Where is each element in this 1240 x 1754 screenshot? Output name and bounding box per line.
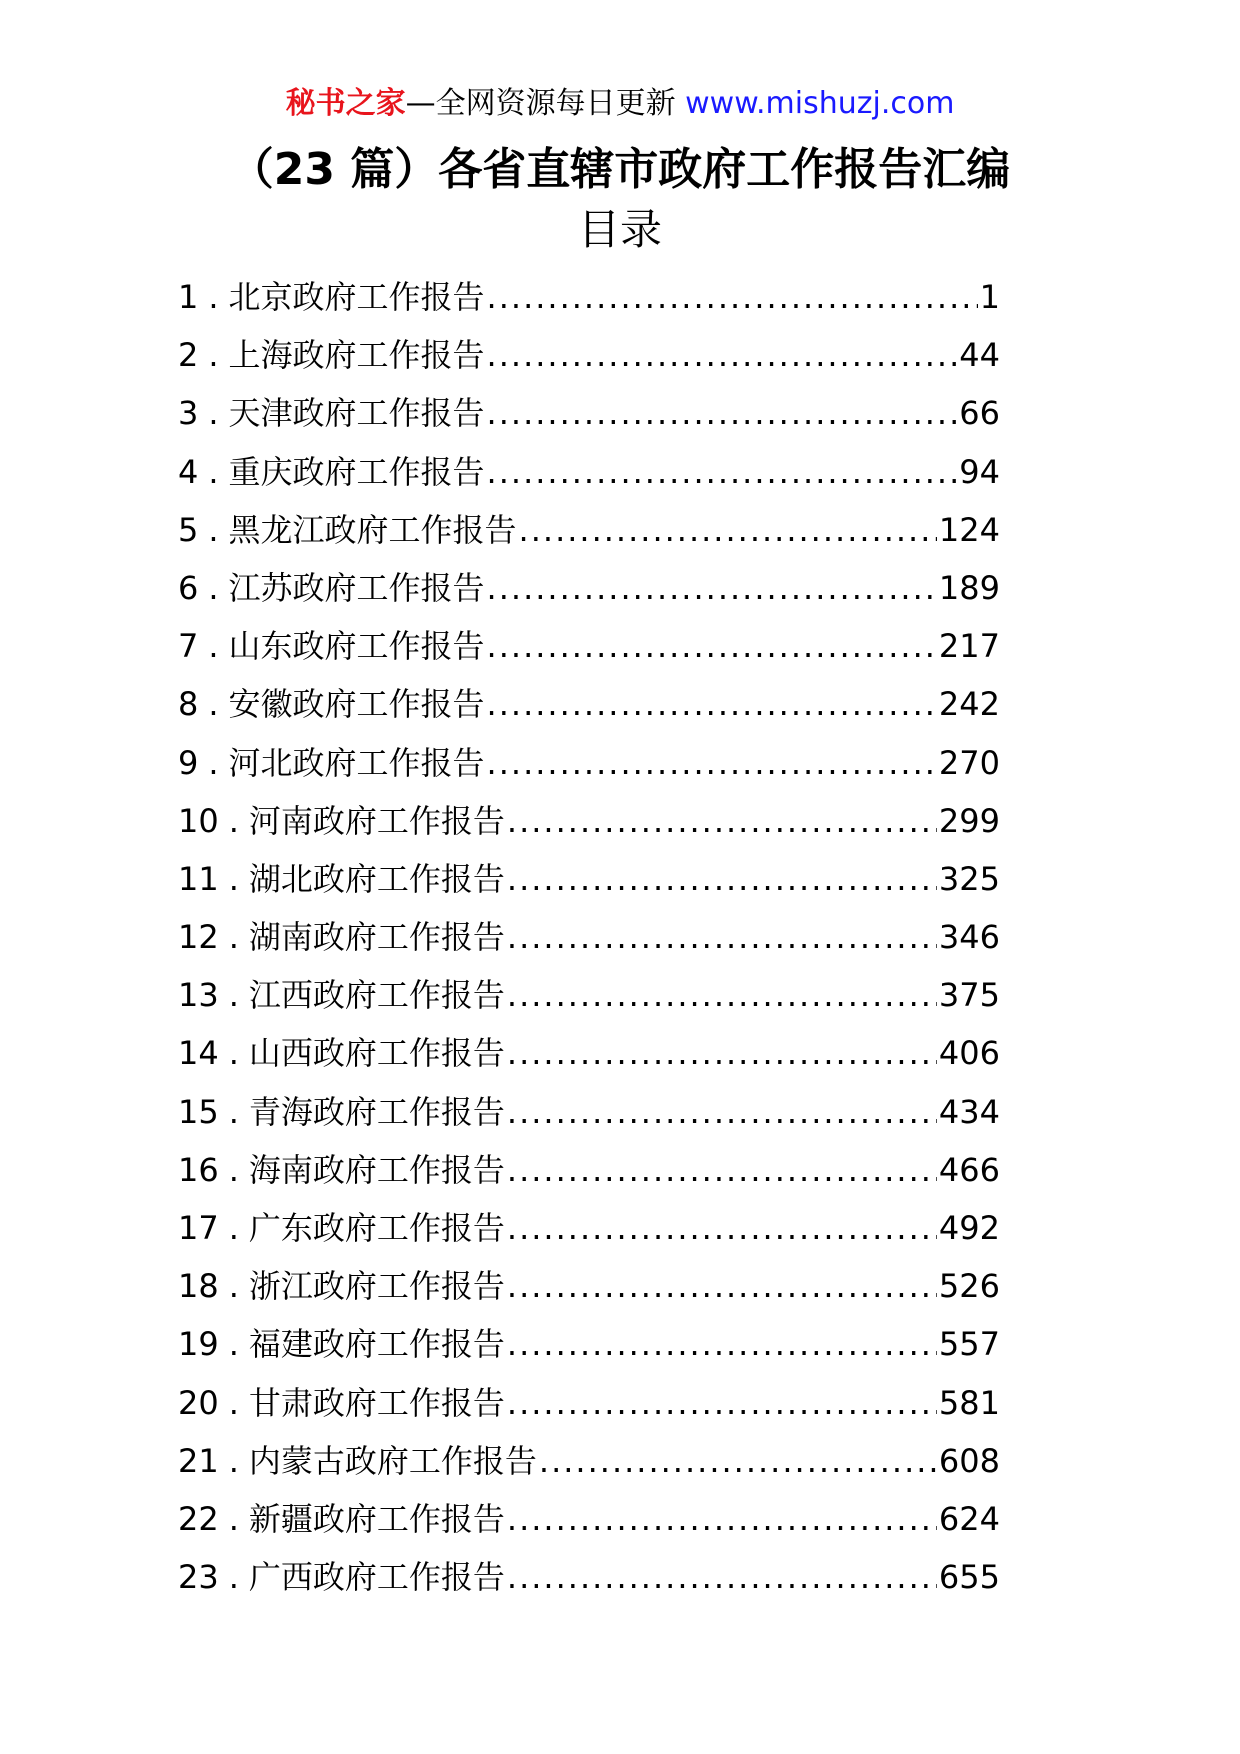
header-banner xyxy=(0,84,1240,124)
document-title: （23 篇）各省直辖市政府工作报告汇编 xyxy=(229,144,1011,195)
toc-entry-separator: . xyxy=(208,627,219,666)
toc-dot-leader xyxy=(507,1257,937,1315)
toc-dot-leader xyxy=(507,908,937,966)
toc-entry-title: 广东政府工作报告 xyxy=(248,1209,505,1247)
toc-entry-page-number: 608 xyxy=(938,1441,1000,1480)
toc-entry-separator: . xyxy=(208,336,219,375)
toc-entry-number: 17 xyxy=(178,1209,219,1247)
toc-entry-number: 13 xyxy=(178,976,219,1015)
toc-heading: 目录 xyxy=(577,205,662,254)
toc-entry-number: 23 xyxy=(178,1558,219,1597)
toc-entry-title: 北京政府工作报告 xyxy=(228,278,485,316)
toc-dot-leader xyxy=(507,1374,937,1432)
toc-entry-number: 8 xyxy=(178,685,199,724)
toc-entry-number: 7 xyxy=(178,627,199,666)
toc-entry[interactable] xyxy=(178,501,1000,559)
toc-entry-page-number: 189 xyxy=(938,568,1000,607)
toc-entry-title: 山东政府工作报告 xyxy=(228,627,485,666)
toc-entry-number: 10 xyxy=(178,801,219,840)
toc-entry-page-number: 624 xyxy=(938,1499,1000,1538)
toc-entry[interactable] xyxy=(178,1257,1000,1315)
toc-entry-title: 河北政府工作报告 xyxy=(228,743,485,782)
toc-entry-title: 湖南政府工作报告 xyxy=(248,918,505,957)
toc-entry-title: 安徽政府工作报告 xyxy=(228,685,485,724)
toc-entry-page-number: 66 xyxy=(959,394,1000,433)
toc-dot-leader xyxy=(519,501,937,559)
toc-entry-page-number: 375 xyxy=(938,976,1000,1015)
toc-entry-number: 22 xyxy=(178,1499,219,1538)
toc-entry[interactable] xyxy=(178,966,1000,1024)
toc-entry-separator: . xyxy=(208,394,219,433)
toc-dot-leader xyxy=(487,268,978,326)
toc-entry-title: 广西政府工作报告 xyxy=(248,1558,505,1597)
toc-entry-page-number: 299 xyxy=(938,801,1000,840)
toc-entry-separator: . xyxy=(228,1499,239,1538)
toc-entry[interactable] xyxy=(178,1315,1000,1373)
toc-entry-title: 新疆政府工作报告 xyxy=(248,1499,505,1538)
toc-dot-leader xyxy=(487,675,937,733)
toc-entry[interactable] xyxy=(178,850,1000,908)
toc-dot-leader xyxy=(507,966,937,1024)
toc-entry-number: 2 xyxy=(178,336,199,375)
toc-entry-page-number: 270 xyxy=(938,743,1000,782)
toc-entry-page-number: 44 xyxy=(959,336,1000,375)
toc-entry-title: 浙江政府工作报告 xyxy=(248,1267,505,1306)
website-link[interactable]: www.mishuzj.com xyxy=(685,86,955,121)
toc-entry-title: 黑龙江政府工作报告 xyxy=(228,510,517,549)
toc-dot-leader xyxy=(487,384,958,442)
toc-entry-separator: . xyxy=(228,1383,239,1422)
toc-dot-leader xyxy=(539,1432,937,1490)
toc-entry-page-number: 406 xyxy=(938,1034,1000,1073)
toc-entry[interactable] xyxy=(178,384,1000,442)
toc-dot-leader xyxy=(487,326,958,384)
toc-entry-title: 天津政府工作报告 xyxy=(228,394,485,433)
toc-entry-page-number: 466 xyxy=(938,1150,1000,1189)
toc-entry-title: 甘肃政府工作报告 xyxy=(248,1383,505,1422)
toc-entry[interactable] xyxy=(178,1548,1000,1606)
toc-entry-title: 江西政府工作报告 xyxy=(248,976,505,1015)
toc-entry-number: 21 xyxy=(178,1441,219,1480)
toc-entry-number: 9 xyxy=(178,743,199,782)
toc-entry[interactable] xyxy=(178,1024,1000,1082)
toc-entry-number: 19 xyxy=(178,1325,219,1364)
toc-entry-number: 11 xyxy=(178,859,219,898)
toc-entry-title: 重庆政府工作报告 xyxy=(228,452,485,491)
toc-dot-leader xyxy=(487,443,958,501)
toc-dot-leader xyxy=(487,617,937,675)
toc-entry[interactable] xyxy=(178,617,1000,675)
toc-entry-separator: . xyxy=(228,1034,239,1073)
toc-entry-number: 3 xyxy=(178,394,199,433)
toc-entry[interactable] xyxy=(178,734,1000,792)
toc-entry-number: 4 xyxy=(178,452,199,491)
toc-entry-page-number: 557 xyxy=(938,1325,1000,1364)
toc-entry-title: 海南政府工作报告 xyxy=(248,1150,505,1189)
toc-entry-separator: . xyxy=(228,1441,239,1480)
toc-entry[interactable] xyxy=(178,1083,1000,1141)
toc-entry-number: 5 xyxy=(178,510,199,549)
toc-entry-page-number: 581 xyxy=(938,1383,1000,1422)
toc-entry-number: 14 xyxy=(178,1034,219,1073)
toc-entry-separator: . xyxy=(228,1325,239,1364)
toc-entry-page-number: 526 xyxy=(938,1267,1000,1306)
toc-dot-leader xyxy=(487,734,937,792)
toc-entry[interactable] xyxy=(178,268,1000,326)
toc-entry-page-number: 492 xyxy=(938,1209,1000,1247)
toc-entry-number: 12 xyxy=(178,918,219,957)
toc-entry-page-number: 434 xyxy=(938,1092,1000,1131)
toc-entry-page-number: 655 xyxy=(938,1558,1000,1597)
toc-entry-number: 15 xyxy=(178,1092,219,1131)
toc-entry[interactable] xyxy=(178,1490,1000,1548)
toc-dot-leader xyxy=(507,1490,937,1548)
toc-entry-page-number: 346 xyxy=(938,918,1000,957)
toc-entry-title: 河南政府工作报告 xyxy=(248,801,505,840)
toc-entry-number: 16 xyxy=(178,1150,219,1189)
toc-entry-separator: . xyxy=(208,685,219,724)
toc-dot-leader xyxy=(507,850,937,908)
toc-dot-leader xyxy=(507,1199,937,1257)
toc-entry[interactable] xyxy=(178,1374,1000,1432)
banner-tagline: —全网资源每日更新 xyxy=(405,86,676,121)
toc-entry-separator: . xyxy=(228,1267,239,1306)
toc-entry-separator: . xyxy=(228,1092,239,1131)
toc-entry-page-number: 94 xyxy=(959,452,1000,491)
toc-entry-page-number: 217 xyxy=(938,627,1000,666)
toc-entry-title: 江苏政府工作报告 xyxy=(228,568,485,607)
toc-entry-page-number: 124 xyxy=(938,510,1000,549)
toc-entry-separator: . xyxy=(228,1209,239,1247)
toc-dot-leader xyxy=(507,792,937,850)
toc-entry-separator: . xyxy=(208,568,219,607)
toc-entry-number: 6 xyxy=(178,568,199,607)
toc-dot-leader xyxy=(487,559,937,617)
toc-entry-title: 福建政府工作报告 xyxy=(248,1325,505,1364)
toc-entry[interactable] xyxy=(178,443,1000,501)
toc-entry[interactable] xyxy=(178,675,1000,733)
toc-entry-separator: . xyxy=(228,976,239,1015)
toc-entry[interactable] xyxy=(178,326,1000,384)
toc-entry[interactable] xyxy=(178,1199,1000,1257)
toc-entry-page-number: 325 xyxy=(938,859,1000,898)
toc-entry-title: 内蒙古政府工作报告 xyxy=(248,1441,537,1480)
toc-dot-leader xyxy=(507,1315,937,1373)
brand-name: 秘书之家 xyxy=(285,86,406,121)
toc-entry-separator: . xyxy=(208,510,219,549)
toc-dot-leader xyxy=(507,1548,937,1606)
toc-entry[interactable] xyxy=(178,1432,1000,1490)
toc-dot-leader xyxy=(507,1141,937,1199)
toc-entry-page-number: 242 xyxy=(938,685,1000,724)
toc-entry-separator: . xyxy=(208,278,219,316)
toc-entry-separator: . xyxy=(208,743,219,782)
table-of-contents xyxy=(178,268,1000,1606)
toc-entry-separator: . xyxy=(228,859,239,898)
toc-entry-separator: . xyxy=(228,801,239,840)
toc-entry-separator: . xyxy=(228,918,239,957)
toc-entry-number: 18 xyxy=(178,1267,219,1306)
toc-entry-title: 青海政府工作报告 xyxy=(248,1092,505,1131)
toc-entry-number: 1 xyxy=(178,278,199,316)
toc-dot-leader xyxy=(507,1083,937,1141)
toc-entry[interactable] xyxy=(178,559,1000,617)
toc-entry-separator: . xyxy=(228,1150,239,1189)
toc-entry[interactable] xyxy=(178,1141,1000,1199)
toc-entry[interactable] xyxy=(178,792,1000,850)
toc-entry-title: 山西政府工作报告 xyxy=(248,1034,505,1073)
toc-dot-leader xyxy=(507,1024,937,1082)
toc-entry-title: 湖北政府工作报告 xyxy=(248,859,505,898)
toc-entry-number: 20 xyxy=(178,1383,219,1422)
toc-entry-separator: . xyxy=(208,452,219,491)
toc-entry-page-number: 1 xyxy=(979,278,1000,316)
toc-entry-title: 上海政府工作报告 xyxy=(228,336,485,375)
toc-entry-separator: . xyxy=(228,1558,239,1597)
toc-entry[interactable] xyxy=(178,908,1000,966)
